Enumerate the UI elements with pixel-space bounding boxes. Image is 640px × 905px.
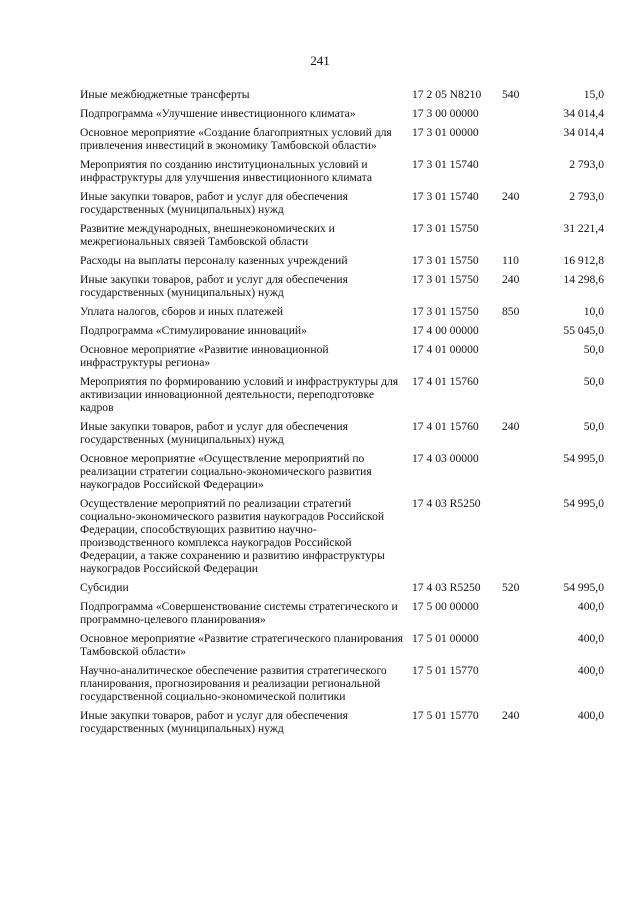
row-name: Мероприятия по формированию условий и инфраструктуры для активизации инновационной деятельности, переподготовке кадров [80, 375, 399, 414]
row-code: 17 5 01 00000 [412, 632, 479, 645]
row-name: Мероприятия по созданию институциональных условий и инфраструктуры для улучшения инвестиционного климата [80, 158, 372, 184]
table-row [80, 273, 604, 299]
budget-table [80, 88, 604, 741]
row-expense-type: 240 [502, 190, 520, 203]
row-amount: 50,0 [583, 375, 604, 388]
row-code: 17 5 00 00000 [412, 600, 479, 613]
row-amount: 54 995,0 [563, 452, 604, 465]
row-name: Иные закупки товаров, работ и услуг для обеспечения государственных (муниципальных) нужд [80, 190, 348, 216]
row-name: Иные закупки товаров, работ и услуг для обеспечения государственных (муниципальных) нужд [80, 709, 348, 735]
table-row [80, 600, 604, 626]
row-expense-type: 110 [502, 254, 519, 267]
row-name: Основное мероприятие «Развитие инновационной инфраструктуры региона» [80, 343, 329, 369]
row-expense-type: 520 [502, 581, 520, 594]
row-code: 17 3 00 00000 [412, 107, 479, 120]
row-name: Субсидии [80, 581, 129, 594]
row-code: 17 2 05 N8210 [412, 88, 482, 101]
row-name: Основное мероприятие «Развитие стратегического планирования Тамбовской области» [80, 632, 404, 658]
row-code: 17 3 01 15740 [412, 190, 479, 203]
row-expense-type: 240 [502, 709, 520, 722]
row-name: Подпрограмма «Совершенствование системы стратегического и программно-целевого планирования» [80, 600, 398, 626]
row-code: 17 3 01 15750 [412, 222, 479, 235]
row-expense-type: 240 [502, 420, 520, 433]
row-code: 17 4 01 15760 [412, 375, 479, 388]
table-row [80, 709, 604, 735]
table-row [80, 107, 604, 120]
row-code: 17 4 01 15760 [412, 420, 479, 433]
row-amount: 54 995,0 [563, 581, 604, 594]
row-code: 17 3 01 15750 [412, 305, 479, 318]
row-name: Осуществление мероприятий по реализации стратегий социально-экономического развития наукоградов Российской Федерации, способствующих развитию научно-производственного комплекса наукоградов Российской Федерации, а также сохранению и развитию инфраструктуры наукоградов Российской Федерации [80, 497, 385, 575]
row-name: Иные межбюджетные трансферты [80, 88, 250, 101]
row-name: Развитие международных, внешнеэкономических и межрегиональных связей Тамбовской области [80, 222, 335, 248]
row-amount: 10,0 [583, 305, 604, 318]
row-name: Подпрограмма «Улучшение инвестиционного климата» [80, 107, 356, 120]
row-amount: 16 912,8 [563, 254, 604, 267]
row-expense-type: 240 [502, 273, 520, 286]
row-name: Уплата налогов, сборов и иных платежей [80, 305, 284, 318]
table-row [80, 664, 604, 703]
row-amount: 400,0 [577, 600, 604, 613]
page-number: 241 [310, 53, 330, 68]
row-code: 17 4 00 00000 [412, 324, 479, 337]
row-expense-type: 540 [502, 88, 520, 101]
row-name: Расходы на выплаты персоналу казенных учреждений [80, 254, 348, 267]
row-name: Основное мероприятие «Создание благоприятных условий для привлечения инвестиций в экономику Тамбовской области» [80, 126, 392, 152]
row-name: Основное мероприятие «Осуществление мероприятий по реализации стратегии социально-экономического развития наукоградов Российской Федерации» [80, 452, 372, 491]
row-amount: 50,0 [583, 420, 604, 433]
row-amount: 400,0 [577, 632, 604, 645]
table-row [80, 222, 604, 248]
row-amount: 14 298,6 [563, 273, 604, 286]
table-row [80, 158, 604, 184]
table-row [80, 324, 604, 337]
table-row [80, 254, 604, 267]
row-amount: 55 045,0 [563, 324, 604, 337]
table-row [80, 190, 604, 216]
table-row [80, 581, 604, 594]
row-name: Иные закупки товаров, работ и услуг для обеспечения государственных (муниципальных) нужд [80, 273, 348, 299]
row-code: 17 3 01 15750 [412, 254, 479, 267]
row-code: 17 3 01 15750 [412, 273, 479, 286]
row-expense-type: 850 [502, 305, 520, 318]
row-name: Подпрограмма «Стимулирование инноваций» [80, 324, 307, 337]
row-code: 17 4 03 R5250 [412, 497, 481, 510]
row-code: 17 5 01 15770 [412, 664, 479, 677]
table-row [80, 632, 604, 658]
row-code: 17 4 03 00000 [412, 452, 479, 465]
table-row [80, 305, 604, 318]
row-code: 17 3 01 00000 [412, 126, 479, 139]
table-row [80, 126, 604, 152]
row-code: 17 3 01 15740 [412, 158, 479, 171]
row-code: 17 5 01 15770 [412, 709, 479, 722]
table-row [80, 88, 604, 101]
row-code: 17 4 03 R5250 [412, 581, 481, 594]
row-amount: 54 995,0 [563, 497, 604, 510]
row-amount: 31 221,4 [563, 222, 604, 235]
row-name: Иные закупки товаров, работ и услуг для обеспечения государственных (муниципальных) нужд [80, 420, 348, 446]
row-amount: 2 793,0 [569, 190, 604, 203]
row-amount: 50,0 [583, 343, 604, 356]
table-row [80, 452, 604, 491]
row-name: Научно-аналитическое обеспечение развития стратегического планирования, прогнозирования и реализации региональной государственной социально-экономической политики [80, 664, 387, 703]
row-amount: 400,0 [577, 709, 604, 722]
row-amount: 15,0 [583, 88, 604, 101]
table-row [80, 420, 604, 446]
row-amount: 400,0 [577, 664, 604, 677]
row-amount: 2 793,0 [569, 158, 604, 171]
table-row [80, 497, 604, 575]
table-row [80, 343, 604, 369]
row-amount: 34 014,4 [563, 126, 604, 139]
row-amount: 34 014,4 [563, 107, 604, 120]
row-code: 17 4 01 00000 [412, 343, 479, 356]
table-row [80, 375, 604, 414]
